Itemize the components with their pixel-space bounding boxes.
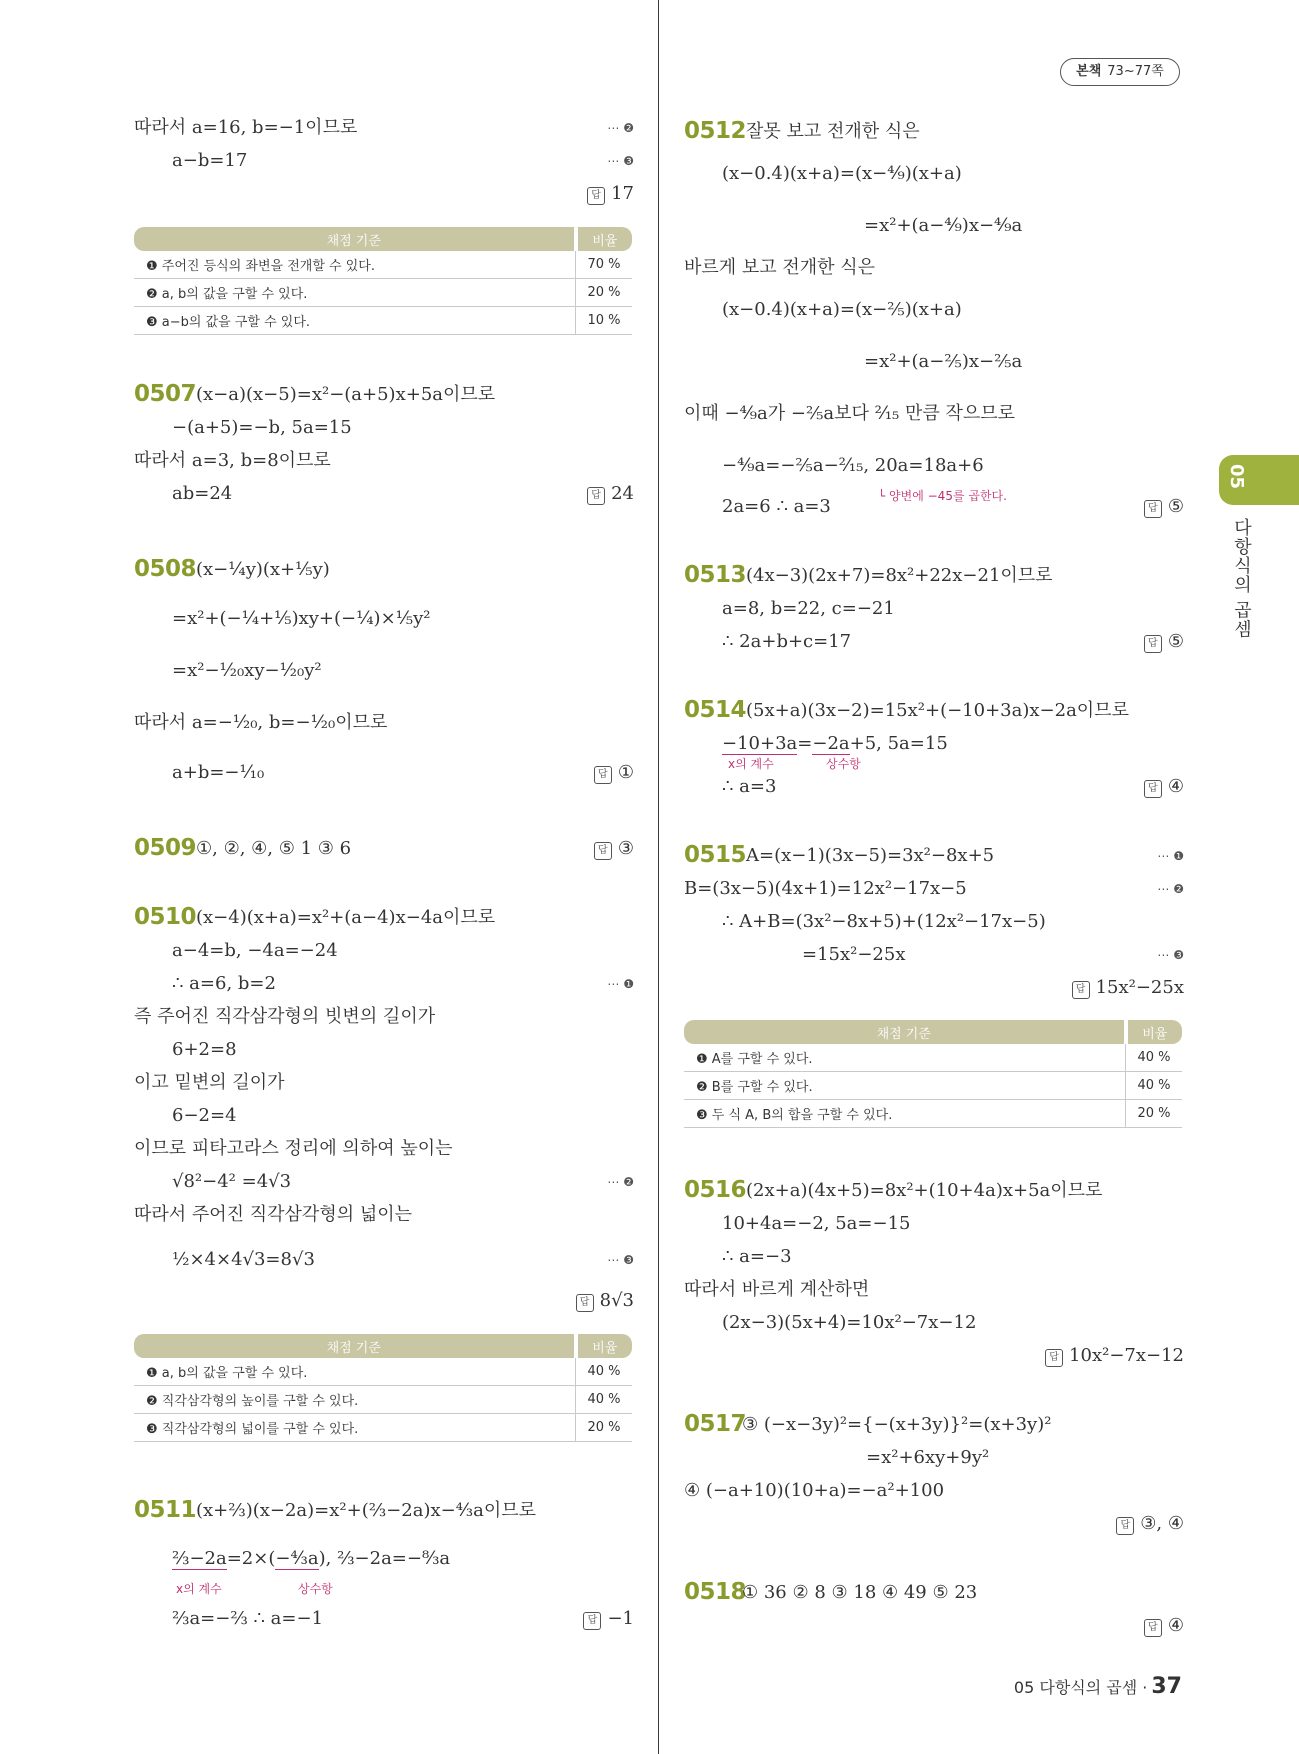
solution-line: (4x−3)(2x+7)=8x²+22x−21이므로 [746, 565, 1053, 586]
problem-number-0511: 0511 [134, 1497, 197, 1523]
solution-line: 바르게 보고 전개한 식은 [684, 257, 876, 278]
answer: 답 ⑤ [1144, 631, 1184, 653]
step-marker: ⋯ ❸ [1157, 948, 1184, 962]
problem-number-0508: 0508 [134, 556, 197, 582]
table-row: ❸ 직각삼각형의 넓이를 구할 수 있다. 20 % [134, 1414, 632, 1442]
solution-line: ③ (−x−3y)²={−(x+3y)}²=(x+3y)² [742, 1414, 1052, 1435]
solution-line: 10+4a=−2, 5a=−15 [722, 1213, 911, 1234]
answer: 답 ③ [594, 838, 634, 860]
solution-line: ∴ a=6, b=2 [172, 973, 276, 994]
solution-line: 잘못 보고 전개한 식은 [746, 121, 920, 142]
answer: 답 17 [587, 183, 634, 205]
solution-line: −10+3a=−2a+5, 5a=15 [722, 733, 948, 754]
top-line-1: 따라서 a=16, b=−1이므로 [134, 117, 358, 138]
ratio-header: 비율 [1126, 1020, 1183, 1044]
solution-line: −⁴⁄₉a=−⅖a−²⁄₁₅, 20a=18a+6 [722, 455, 984, 476]
table-row: ❶ a, b의 값을 구할 수 있다. 40 % [134, 1358, 632, 1386]
problem-number-0513: 0513 [684, 562, 747, 588]
solution-line: (x−a)(x−5)=x²−(a+5)x+5a이므로 [196, 384, 496, 405]
solution-line: 2a=6 ∴ a=3 [722, 496, 831, 517]
annotation-coefficient: x의 계수 [176, 1582, 222, 1596]
problem-number-0516: 0516 [684, 1177, 747, 1203]
grading-header: 채점 기준 [134, 227, 576, 251]
problem-number-0515: 0515 [684, 842, 747, 868]
problem-number-0517: 0517 [684, 1411, 747, 1437]
solution-line: (x−4)(x+a)=x²+(a−4)x−4a이므로 [196, 907, 496, 928]
solution-line: 즉 주어진 직각삼각형의 빗변의 길이가 [134, 1006, 436, 1027]
solution-line: ab=24 [172, 483, 233, 504]
solution-line: (x+⅔)(x−2a)=x²+(⅔−2a)x−⁴⁄₃a이므로 [196, 1500, 537, 1521]
solution-line: 따라서 바르게 계산하면 [684, 1279, 870, 1300]
step-marker: ⋯ ❸ [607, 154, 634, 168]
answer: 답 ④ [1144, 1615, 1184, 1637]
solution-line: ① 36 ② 8 ③ 18 ④ 49 ⑤ 23 [742, 1582, 978, 1603]
page-range-pill: 본책 73~77쪽 [1060, 58, 1180, 86]
solution-line: 6−2=4 [172, 1105, 237, 1126]
solution-line: B=(3x−5)(4x+1)=12x²−17x−5 [684, 878, 967, 899]
grading-header: 채점 기준 [684, 1020, 1126, 1044]
problem-number-0510: 0510 [134, 904, 197, 930]
ratio-header: 비율 [576, 227, 633, 251]
solution-line: (5x+a)(3x−2)=15x²+(−10+3a)x−2a이므로 [746, 700, 1129, 721]
solution-line: =x²+(a−⁴⁄₉)x−⁴⁄₉a [864, 215, 1023, 236]
step-marker: ⋯ ❷ [1157, 882, 1184, 896]
table-row: ❶ 주어진 등식의 좌변을 전개할 수 있다. 70 % [134, 251, 632, 279]
solution-line: a=8, b=22, c=−21 [722, 598, 895, 619]
solution-line: −(a+5)=−b, 5a=15 [172, 417, 352, 438]
solution-line: ½×4×4√3=8√3 [172, 1249, 315, 1270]
page-footer: 05 다항식의 곱셈 · 37 [1013, 1674, 1182, 1699]
solution-line: ⅔−2a=2×(−⁴⁄₃a), ⅔−2a=−⁸⁄₃a [172, 1548, 451, 1569]
problem-number-0514: 0514 [684, 697, 747, 723]
step-marker: ⋯ ❷ [607, 121, 634, 135]
answer: 답 ③, ④ [1116, 1513, 1184, 1535]
problem-number-0507: 0507 [134, 381, 197, 407]
top-line-2: a−b=17 [172, 150, 248, 171]
grading-header: 채점 기준 [134, 1334, 576, 1358]
grading-table-3 [684, 1020, 1182, 1128]
column-divider [658, 0, 659, 1754]
solution-line: ∴ a=−3 [722, 1246, 792, 1267]
solution-line: 이므로 피타고라스 정리에 의하여 높이는 [134, 1138, 453, 1159]
problem-number-0509: 0509 [134, 835, 197, 861]
solution-line: =x²+6xy+9y² [866, 1447, 990, 1468]
solution-line: =x²+(−¹⁄₄+¹⁄₅)xy+(−¹⁄₄)×¹⁄₅y² [172, 608, 431, 629]
solution-line: ④ (−a+10)(10+a)=−a²+100 [684, 1480, 945, 1501]
left-column [134, 0, 634, 1754]
answer: 답 10x²−7x−12 [1045, 1345, 1184, 1367]
step-marker: ⋯ ❶ [607, 977, 634, 991]
answer: 답 −1 [583, 1608, 634, 1630]
solution-line: =x²−¹⁄₂₀xy−¹⁄₂₀y² [172, 660, 322, 681]
table-row: ❷ 직각삼각형의 높이를 구할 수 있다. 40 % [134, 1386, 632, 1414]
page-number: 37 [1151, 1674, 1182, 1699]
chapter-tab-number: 05 [1226, 464, 1247, 490]
solution-line: =x²+(a−⅖)x−⅖a [864, 351, 1023, 372]
table-row: ❷ a, b의 값을 구할 수 있다. 20 % [134, 279, 632, 307]
solution-line: 이때 −⁴⁄₉a가 −⅖a보다 ²⁄₁₅ 만큼 작으므로 [684, 403, 1016, 424]
table-row: ❶ A를 구할 수 있다. 40 % [684, 1044, 1182, 1072]
solution-line: (x−0.4)(x+a)=(x−⅖)(x+a) [722, 299, 962, 320]
solution-line: 이고 밑변의 길이가 [134, 1072, 285, 1093]
solution-line: ∴ A+B=(3x²−8x+5)+(12x²−17x−5) [722, 911, 1046, 932]
solution-line: 따라서 a=−¹⁄₂₀, b=−¹⁄₂₀이므로 [134, 712, 388, 733]
annotation-coefficient: x의 계수 [728, 757, 774, 771]
table-row: ❸ a−b의 값을 구할 수 있다. 10 % [134, 307, 632, 335]
answer: 답 24 [587, 483, 634, 505]
annotation-constant: 상수항 [298, 1582, 333, 1596]
answer: 답 8√3 [576, 1290, 634, 1312]
right-column [684, 0, 1184, 1754]
table-row: ❷ B를 구할 수 있다. 40 % [684, 1072, 1182, 1100]
solution-line: a+b=−¹⁄₁₀ [172, 762, 265, 783]
solution-line: ①, ②, ④, ⑤ 1 ③ 6 [196, 838, 352, 859]
step-marker: ⋯ ❸ [607, 1253, 634, 1267]
problem-number-0518: 0518 [684, 1579, 747, 1605]
solution-line: 6+2=8 [172, 1039, 237, 1060]
annotation-note: └ 양변에 −45를 곱한다. [878, 489, 1007, 503]
answer-icon: 답 [587, 187, 605, 205]
solution-line: (x−¹⁄₄y)(x+¹⁄₅y) [196, 559, 330, 580]
answer: 답 15x²−25x [1072, 977, 1184, 999]
solution-line: ⅔a=−⅔ ∴ a=−1 [172, 1608, 324, 1629]
table-row: ❸ 두 식 A, B의 합을 구할 수 있다. 20 % [684, 1100, 1182, 1128]
answer: 답 ④ [1144, 776, 1184, 798]
solution-line: ∴ 2a+b+c=17 [722, 631, 852, 652]
solution-line: √8²−4² =4√3 [172, 1171, 292, 1192]
solution-line: (2x−3)(5x+4)=10x²−7x−12 [722, 1312, 977, 1333]
step-marker: ⋯ ❶ [1157, 849, 1184, 863]
solution-line: (2x+a)(4x+5)=8x²+(10+4a)x+5a이므로 [746, 1180, 1103, 1201]
ratio-header: 비율 [576, 1334, 633, 1358]
grading-table-1 [134, 227, 632, 335]
solution-line: A=(x−1)(3x−5)=3x²−8x+5 [746, 845, 995, 866]
solution-line: a−4=b, −4a=−24 [172, 940, 338, 961]
solution-line: ∴ a=3 [722, 776, 777, 797]
chapter-tab-title: 다항식의 곱셈 [1231, 518, 1252, 639]
solution-line: 따라서 a=3, b=8이므로 [134, 450, 331, 471]
answer: 답 ⑤ [1144, 496, 1184, 518]
solution-line: =15x²−25x [802, 944, 906, 965]
step-marker: ⋯ ❷ [607, 1175, 634, 1189]
annotation-constant: 상수항 [826, 757, 861, 771]
solution-line: (x−0.4̇)(x+a)=(x−⁴⁄₉)(x+a) [722, 163, 962, 184]
solution-line: 따라서 주어진 직각삼각형의 넓이는 [134, 1204, 412, 1225]
problem-number-0512: 0512 [684, 118, 747, 144]
grading-table-2 [134, 1334, 632, 1442]
answer: 답 ① [594, 762, 634, 784]
